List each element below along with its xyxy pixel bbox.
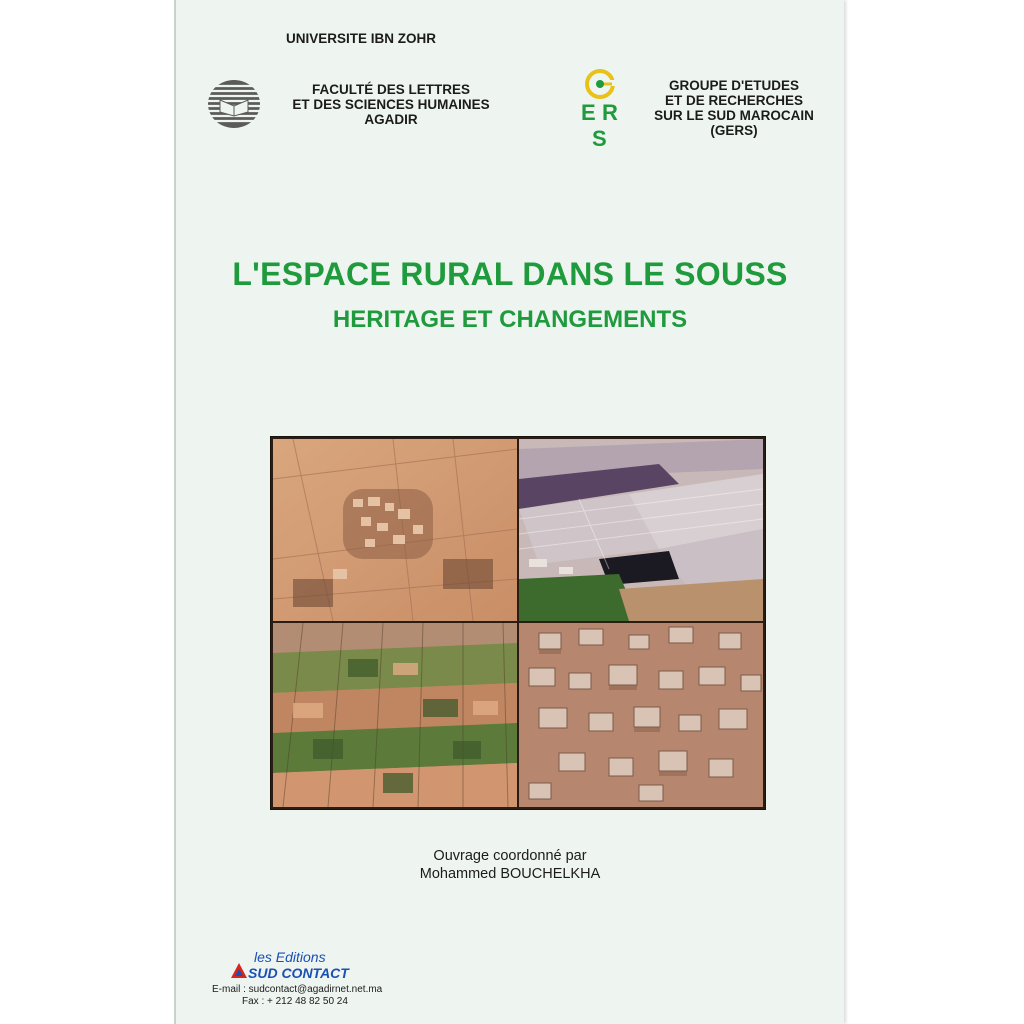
gers-letter-r: R xyxy=(602,100,618,125)
publisher-name: SUD CONTACT xyxy=(248,965,349,981)
group-line: ET DE RECHERCHES xyxy=(664,93,804,108)
book-cover xyxy=(176,0,844,1024)
publisher-fax: Fax : + 212 48 82 50 24 xyxy=(242,996,348,1007)
faculty-name xyxy=(261,82,521,127)
group-line: SUR LE SUD MAROCAIN xyxy=(654,108,814,123)
book-subtitle: HERITAGE ET CHANGEMENTS xyxy=(332,306,688,333)
faculty-line: AGADIR xyxy=(364,112,418,127)
aerial-greenhouses-photo xyxy=(519,439,763,621)
publisher-email: E-mail : sudcontact@agadirnet.net.ma xyxy=(212,984,383,995)
group-line: GROUPE D'ETUDES xyxy=(669,78,799,93)
coordinator-label: Ouvrage coordonné par xyxy=(433,848,587,864)
faculty-line: ET DES SCIENCES HUMAINES xyxy=(292,97,490,112)
publisher-label: les Editions xyxy=(254,949,326,965)
aerial-village-photo xyxy=(273,439,517,621)
research-group-name xyxy=(634,78,834,138)
book-title: L'ESPACE RURAL DANS LE SOUSS xyxy=(232,256,788,292)
gers-letter-s: S xyxy=(592,126,607,150)
aerial-fields-photo xyxy=(273,623,517,807)
photo-collage xyxy=(270,436,766,810)
gers-logo-icon xyxy=(578,66,630,150)
faculty-line: FACULTÉ DES LETTRES xyxy=(311,82,470,97)
university-name: UNIVERSITE IBN ZOHR xyxy=(286,31,437,46)
publisher-logo-icon xyxy=(230,962,248,980)
faculty-logo-icon xyxy=(206,78,262,130)
coordinator-name: Mohammed BOUCHELKHA xyxy=(419,866,601,882)
group-line: (GERS) xyxy=(710,123,758,138)
aerial-town-photo xyxy=(519,623,763,807)
gers-letter-e: E xyxy=(581,100,596,125)
